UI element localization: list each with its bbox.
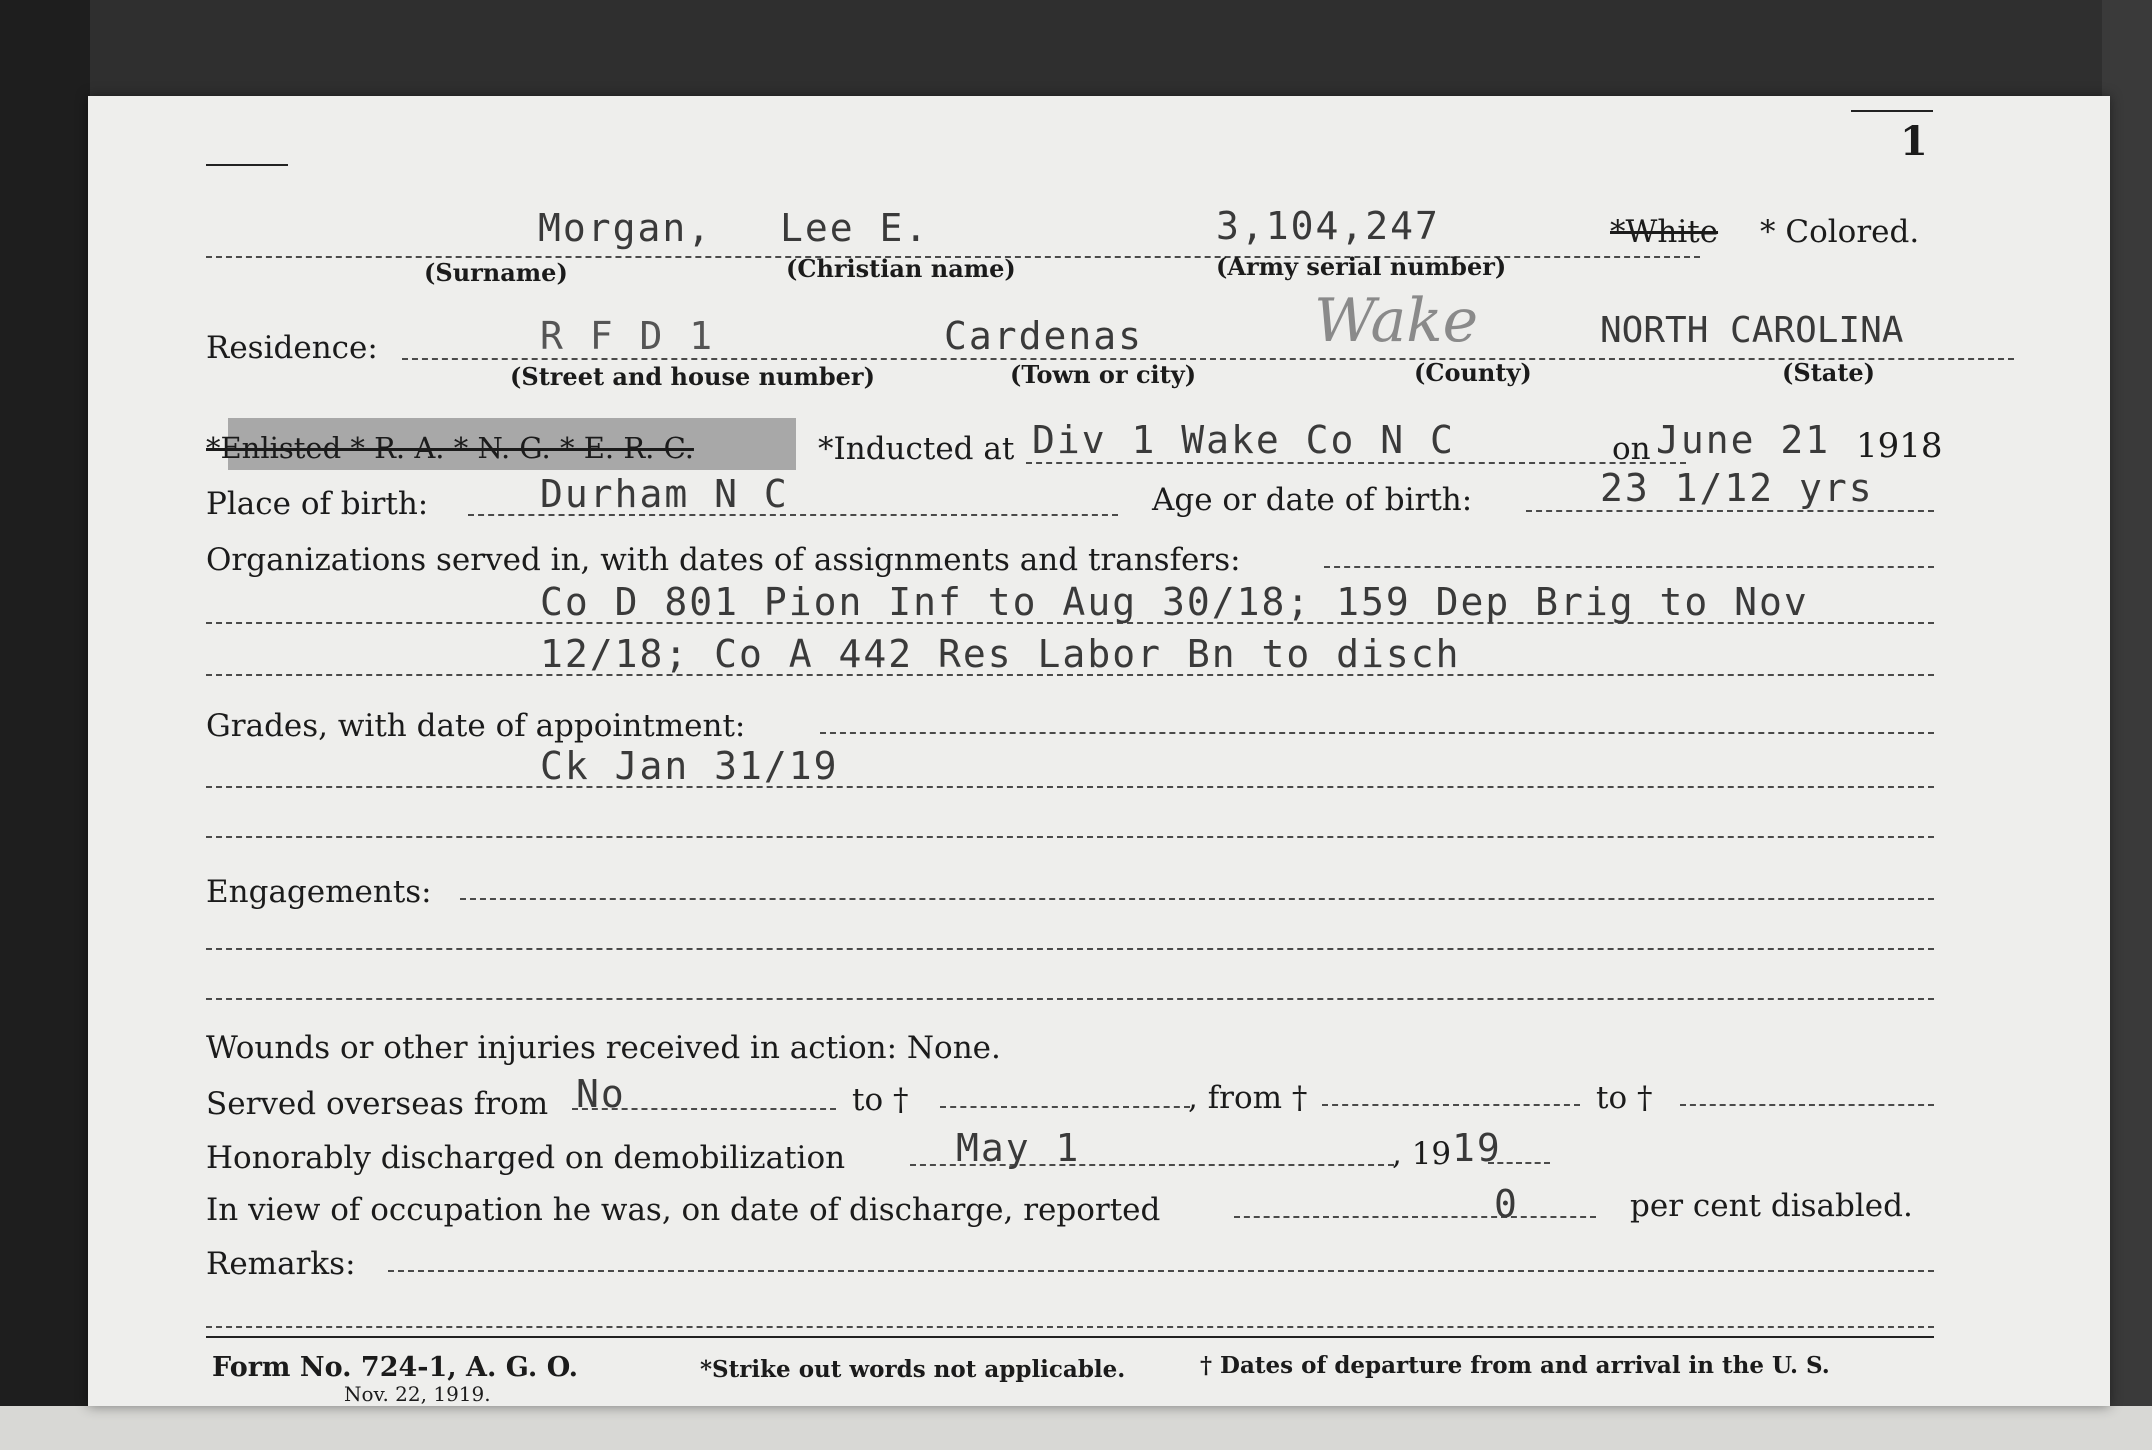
grades-line-1 bbox=[206, 786, 1934, 788]
discharge-year-line bbox=[1488, 1162, 1550, 1164]
county-caption: (County) bbox=[1414, 358, 1532, 387]
enlisted-options-struck: *Enlisted * R. A. * N. G. * E. R. C. bbox=[206, 431, 694, 465]
induction-year: 1918 bbox=[1856, 426, 1943, 466]
wounds-statement: Wounds or other injuries received in action: None. bbox=[206, 1030, 1001, 1066]
inducted-place: Div 1 Wake Co N C bbox=[1032, 418, 1455, 462]
discharge-year-suffix: 19 bbox=[1452, 1126, 1502, 1170]
inducted-line bbox=[1026, 462, 1686, 464]
street-caption: (Street and house number) bbox=[510, 362, 875, 391]
inducted-label: *Inducted at bbox=[818, 431, 1015, 467]
overseas-to-1-line bbox=[940, 1106, 1190, 1108]
serial-number-caption: (Army serial number) bbox=[1216, 252, 1507, 281]
age-label: Age or date of birth: bbox=[1152, 482, 1473, 518]
place-of-birth-label: Place of birth: bbox=[206, 486, 429, 522]
served-overseas-label: Served overseas from bbox=[206, 1086, 549, 1122]
on-label: on bbox=[1612, 431, 1651, 467]
card-number: 1 bbox=[1900, 118, 1928, 165]
remarks-label: Remarks: bbox=[206, 1246, 356, 1282]
christian-name-caption: (Christian name) bbox=[786, 254, 1016, 283]
residence-line bbox=[402, 358, 2014, 360]
strike-out-note: *Strike out words not applicable. bbox=[700, 1356, 1126, 1383]
remarks-line-2 bbox=[206, 1326, 1934, 1328]
induction-date: June 21 bbox=[1656, 418, 1831, 462]
organizations-text-2: 12/18; Co A 442 Res Labor Bn to disch bbox=[540, 632, 1461, 676]
disability-value: 0 bbox=[1494, 1182, 1519, 1226]
organizations-text-1: Co D 801 Pion Inf to Aug 30/18; 159 Dep Brig to Nov bbox=[540, 580, 1809, 624]
discharge-year-prefix: , 19 bbox=[1392, 1136, 1452, 1172]
age-line bbox=[1526, 510, 1934, 512]
organizations-label: Organizations served in, with dates of assignments and transfers: bbox=[206, 542, 1241, 578]
top-left-rule bbox=[206, 164, 288, 166]
remarks-line-1 bbox=[388, 1270, 1934, 1272]
race-colored: * Colored. bbox=[1760, 214, 1920, 250]
engagements-line-3 bbox=[206, 998, 1934, 1000]
christian-name: Lee E. bbox=[780, 206, 930, 250]
organizations-label-line bbox=[1324, 566, 1934, 568]
overseas-to-2-line bbox=[1680, 1104, 1934, 1106]
engagements-label: Engagements: bbox=[206, 874, 432, 910]
dates-note: † Dates of departure from and arrival in the U. S. bbox=[1200, 1352, 1830, 1379]
engagements-line-2 bbox=[206, 948, 1934, 950]
residence-county-handwritten: Wake bbox=[1314, 286, 1479, 356]
form-date: Nov. 22, 1919. bbox=[344, 1382, 491, 1406]
discharge-label: Honorably discharged on demobilization bbox=[206, 1140, 846, 1176]
grades-label-line bbox=[820, 732, 1934, 734]
residence-street: R F D 1 bbox=[540, 314, 715, 358]
grades-line-2 bbox=[206, 836, 1934, 838]
grades-label: Grades, with date of appointment: bbox=[206, 708, 746, 744]
residence-state: NORTH CAROLINA bbox=[1600, 310, 1904, 351]
residence-label: Residence: bbox=[206, 330, 378, 366]
form-number: Form No. 724-1, A. G. O. bbox=[212, 1352, 579, 1383]
disability-line bbox=[1234, 1216, 1596, 1218]
overseas-from-2-line bbox=[1322, 1104, 1580, 1106]
disability-label: In view of occupation he was, on date of discharge, reported bbox=[206, 1192, 1161, 1228]
service-record-card bbox=[88, 96, 2110, 1406]
army-serial-number: 3,104,247 bbox=[1216, 204, 1440, 248]
town-caption: (Town or city) bbox=[1010, 360, 1197, 389]
surname: Morgan, bbox=[538, 206, 713, 250]
grades-text-1: Ck Jan 31/19 bbox=[540, 744, 839, 788]
discharge-date: May 1 bbox=[956, 1126, 1081, 1170]
footer-rule bbox=[206, 1336, 1934, 1338]
overseas-to-1: to † bbox=[852, 1082, 909, 1118]
race-white-struck: *White bbox=[1610, 214, 1719, 250]
scan-background-left bbox=[0, 0, 90, 1450]
surname-caption: (Surname) bbox=[424, 258, 568, 287]
overseas-from-2: , from † bbox=[1188, 1080, 1308, 1116]
residence-town: Cardenas bbox=[944, 314, 1144, 358]
place-of-birth: Durham N C bbox=[540, 472, 789, 516]
engagements-line-1 bbox=[460, 898, 1934, 900]
served-overseas-value: No bbox=[576, 1072, 626, 1116]
overseas-to-2: to † bbox=[1596, 1080, 1653, 1116]
state-caption: (State) bbox=[1782, 358, 1876, 387]
disability-suffix: per cent disabled. bbox=[1630, 1188, 1913, 1224]
scan-background-bottom bbox=[0, 1406, 2152, 1450]
age-or-date-of-birth: 23 1/12 yrs bbox=[1600, 466, 1874, 510]
top-right-rule bbox=[1851, 110, 1933, 112]
